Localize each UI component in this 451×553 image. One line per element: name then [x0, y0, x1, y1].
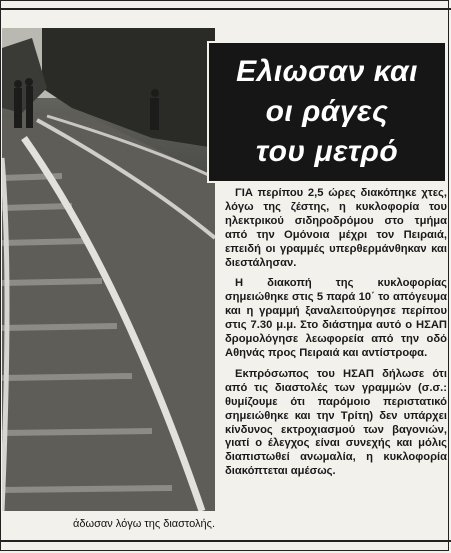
article-paragraph-1: ΓΙΑ περίπου 2,5 ώρες διακόπηκε χτες, λόγω της ζέστης, η κυκλοφορία του ηλεκτρικού σιδηροδρόμου στο τμήμα από την Ομόνοια μέχρι τον Πειραιά, επειδή οι γραμμές υπερθερμάνθηκαν και διεστάλησαν.	[225, 187, 447, 269]
headline-line-2: οι ράγες	[265, 95, 389, 128]
headline-line-3: του μετρό	[255, 135, 399, 168]
photo-caption: άδωσαν λόγω της διαστολής.	[73, 518, 215, 530]
article-paragraph-3: Εκπρόσωπος του ΗΣΑΠ δήλωσε ότι από τις διαστολές των γραμμών (σ.σ.: θυμίζουμε ότι παρόμοιο περιστατικό σημειώθηκε και την Τρίτη) δεν υπάρχει κίνδυνος εκτροχιασμού των βαγονιών, γιατί ο έλεγχος είναι συνεχής και μόλις διαπιστωθεί ανωμαλία, η κυκλοφορία διακόπτεται αμέσως.	[225, 367, 447, 478]
headline-box	[207, 41, 447, 183]
headline-line-1: Ελιωσαν και	[236, 55, 418, 88]
bottom-rule	[0, 540, 451, 542]
article-paragraph-2: Η διακοπή της κυκλοφορίας σημειώθηκε στις 5 παρά 10΄ το απόγευμα και η γραμμή ξαναλειτούργησε περίπου στις 7.30 μ.μ. Στο διάστημα αυτό ο ΗΣΑΠ δρομολόγησε λεωφορεία από την οδό Αθηνάς προς Πειραιά και αντίστροφα.	[225, 277, 447, 359]
railway-tracks-illustration	[2, 28, 215, 511]
top-rule	[0, 8, 451, 10]
railway-photo	[2, 28, 215, 511]
article-body	[225, 187, 447, 486]
